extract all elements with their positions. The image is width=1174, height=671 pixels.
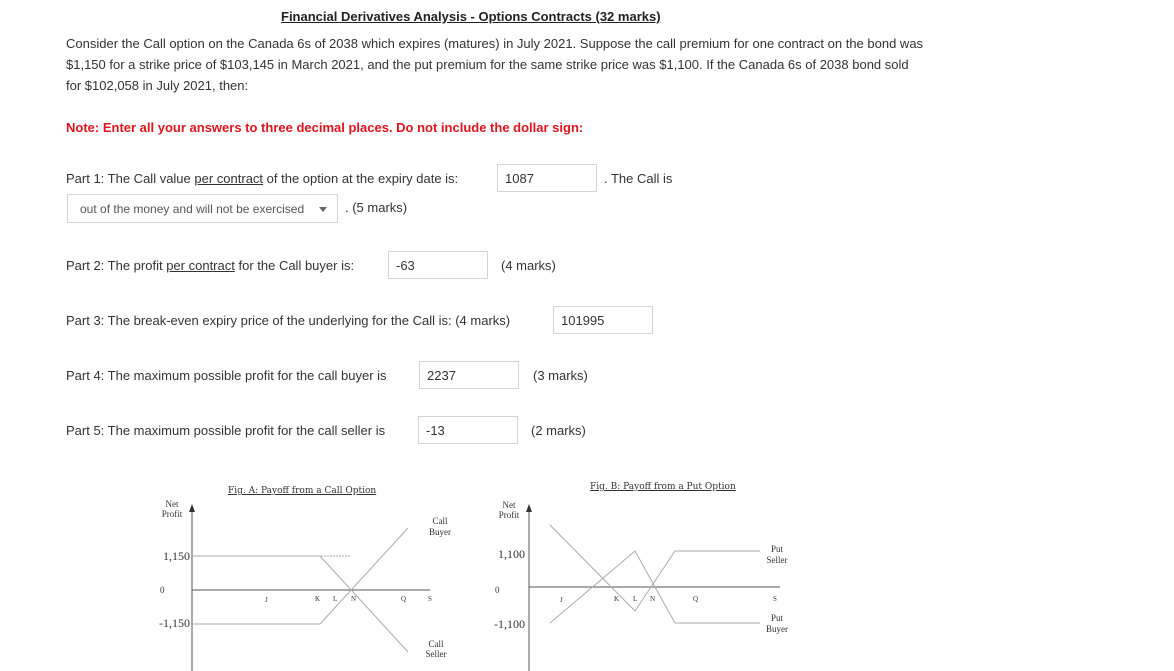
part4-question: Part 4: The maximum possible profit for the call buyer is (66, 368, 387, 383)
figB-chart (480, 495, 810, 671)
part5-answer-input[interactable] (418, 416, 518, 444)
figA-ytick-zero: 0 (160, 585, 165, 595)
part2-marks: (4 marks) (501, 258, 556, 273)
figA-buyer-label-2: Buyer (429, 527, 451, 537)
part3-question: Part 3: The break-even expiry price of the underlying for the Call is: (4 marks) (66, 313, 511, 328)
figB-seller-label-1: Put (770, 544, 784, 554)
figB-ylabel-1: Net (502, 500, 516, 510)
figA-buyer-label-1: Call (432, 516, 448, 526)
part1-question: Part 1: The Call value per contract of the option at the expiry date is: (66, 171, 459, 186)
figA-xtick-n: N (351, 595, 357, 603)
figB-ylabel-2: Profit (498, 510, 520, 520)
figA-call-buyer-line (192, 528, 408, 624)
figA-ylabel-1: Net (165, 499, 179, 509)
figA-ytick-high: 1,150 (163, 549, 190, 563)
part1-answer-input[interactable] (497, 164, 597, 192)
page-title: Financial Derivatives Analysis - Options Contracts (32 marks) (281, 9, 661, 24)
figB-xtick-j: J (560, 596, 563, 604)
figB-ytick-zero: 0 (495, 585, 500, 595)
figA-y-arrow (189, 504, 195, 512)
part1-call-status-select[interactable] (67, 194, 338, 223)
part4-marks: (3 marks) (533, 368, 588, 383)
chevron-down-icon (319, 207, 327, 212)
part2-answer-input[interactable] (388, 251, 488, 279)
figA-call-seller-line (192, 556, 408, 652)
part1-select-value: out of the money and will not be exercised (80, 202, 305, 216)
part3-answer-input[interactable] (553, 306, 653, 334)
figA-seller-label-1: Call (428, 639, 444, 649)
instructions-note: Note: Enter all your answers to three decimal places. Do not include the dollar sign: (66, 120, 584, 135)
figB-buyer-label-2: Buyer (766, 624, 788, 634)
figB-xtick-s: S (773, 595, 777, 603)
figB-ytick-low: -1,100 (494, 617, 525, 631)
figA-title: Fig. A: Payoff from a Call Option (228, 486, 377, 496)
part1-marks: . (5 marks) (345, 200, 408, 215)
part4-answer-input[interactable] (419, 361, 519, 389)
figB-xtick-l: L (633, 595, 638, 603)
problem-statement: Consider the Call option on the Canada 6s of 2038 which expires (matures) in July 2021. Suppose the call premium for one contract on the bond was $1,150 for a strike price of $103,145 in March 2021, and the put premium for the same strike price was $1,100. If the Canada 6s of 2038 bond sold for $102,058 in July 2021, then: (66, 36, 924, 93)
figA-xtick-k: K (315, 595, 321, 603)
figB-title: Fig. B: Payoff from a Put Option (590, 482, 736, 492)
part1-after-text: . The Call is (604, 171, 673, 186)
figB-ytick-high: 1,100 (498, 547, 525, 561)
figA-chart (140, 495, 480, 671)
figA-ylabel-2: Profit (161, 509, 183, 519)
figB-xtick-k: K (614, 595, 620, 603)
part5-marks: (2 marks) (531, 423, 586, 438)
figB-y-arrow (526, 504, 532, 512)
figB-buyer-label-1: Put (770, 613, 784, 623)
figA-xtick-s: S (428, 595, 432, 603)
part5-question: Part 5: The maximum possible profit for the call seller is (66, 423, 386, 438)
figA-xtick-q: Q (401, 595, 407, 603)
part2-underlined: per contract (166, 258, 235, 273)
figB-xtick-n: N (650, 595, 656, 603)
figB-seller-label-2: Seller (766, 555, 788, 565)
figA-seller-label-2: Seller (425, 649, 447, 659)
figA-xtick-j: J (265, 596, 268, 604)
part2-question: Part 2: The profit per contract for the Call buyer is: (66, 258, 355, 273)
figA-ytick-low: -1,150 (159, 616, 190, 630)
figB-xtick-q: Q (693, 595, 699, 603)
figA-xtick-l: L (333, 595, 338, 603)
part1-underlined: per contract (194, 171, 264, 186)
